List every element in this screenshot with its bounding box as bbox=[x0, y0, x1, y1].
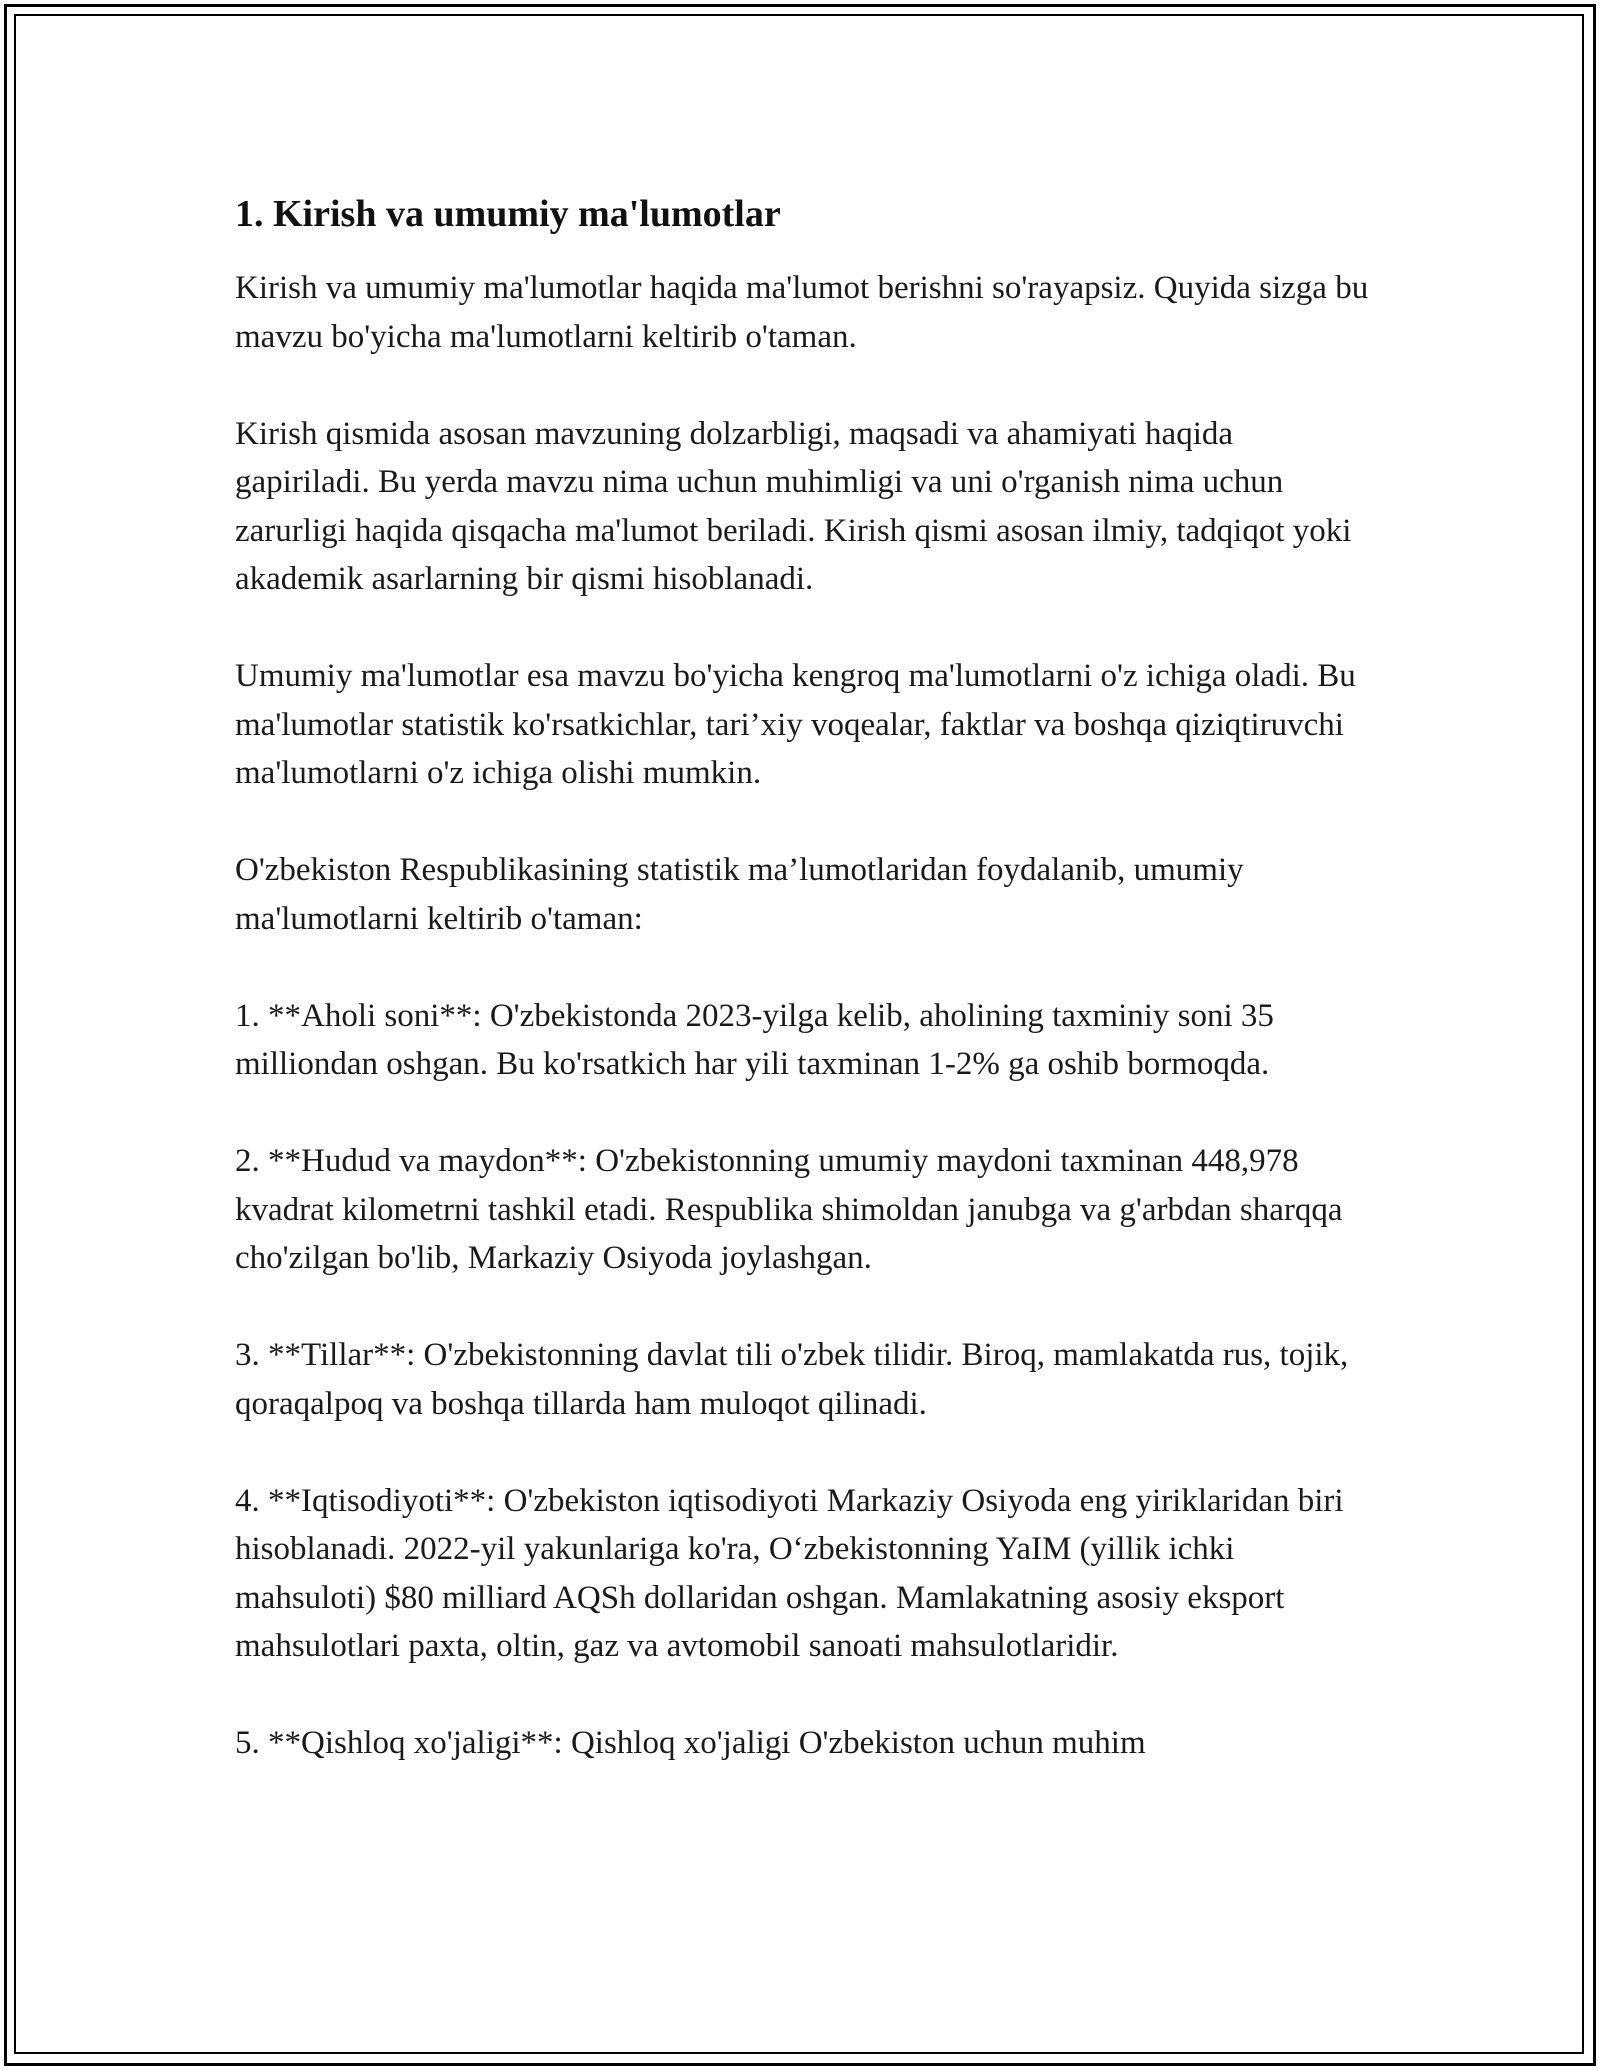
section-heading: 1. Kirish va umumiy ma'lumotlar bbox=[235, 193, 781, 235]
document-body bbox=[235, 186, 1375, 1768]
list-item-languages: 3. **Tillar**: O'zbekistonning davlat tili o'zbek tilidir. Biroq, mamlakatda rus, tojik, qoraqalpoq va boshqa tillarda ham muloqot qilinadi. bbox=[235, 1337, 1349, 1422]
paragraph-intro-request: Kirish va umumiy ma'lumotlar haqida ma'lumot berishni so'rayapsiz. Quyida sizga bu mavzu bo'yicha ma'lumotlarni keltirib o'taman. bbox=[235, 270, 1369, 355]
paragraph-general-info: Umumiy ma'lumotlar esa mavzu bo'yicha kengroq ma'lumotlarni o'z ichiga oladi. Bu ma'lumotlar statistik ko'rsatkichlar, tari’xiy voqealar, faktlar va boshqa qiziqtiruvchi ma'lumotlarni o'z ichiga olishi mumkin. bbox=[235, 658, 1356, 791]
paragraph-intro-purpose: Kirish qismida asosan mavzuning dolzarbligi, maqsadi va ahamiyati haqida gapiriladi. Bu yerda mavzu nima uchun muhimligi va uni o'rganish nima uchun zarurligi haqida qisqacha ma'lumot beriladi. Kirish qismi asosan ilmiy, tadqiqot yoki akademik asarlarning bir qismi hisoblanadi. bbox=[235, 415, 1352, 597]
list-item-territory: 2. **Hudud va maydon**: O'zbekistonning umumiy maydoni taxminan 448,978 kvadrat kilometrni tashkil etadi. Respublika shimoldan janubga va g'arbdan sharqqa cho'zilgan bo'lib, Markaziy Osiyoda joylashgan. bbox=[235, 1143, 1343, 1276]
paragraph-statistics-lead: O'zbekiston Respublikasining statistik ma’lumotlaridan foydalanib, umumiy ma'lumotlarni keltirib o'taman: bbox=[235, 852, 1244, 937]
list-item-economy: 4. **Iqtisodiyoti**: O'zbekiston iqtisodiyoti Markaziy Osiyoda eng yiriklaridan biri hisoblanadi. 2022-yil yakunlariga ko'ra, O‘zbekistonning YaIM (yillik ichki mahsuloti) $80 milliard AQSh dollaridan oshgan. Mamlakatning asosiy eksport mahsulotlari paxta, oltin, gaz va avtomobil sanoati mahsulotlaridir. bbox=[235, 1482, 1344, 1664]
list-item-agriculture: 5. **Qishloq xo'jaligi**: Qishloq xo'jaligi O'zbekiston uchun muhim bbox=[235, 1725, 1146, 1761]
list-item-population: 1. **Aholi soni**: O'zbekistonda 2023-yilga kelib, aholining taxminiy soni 35 milliondan oshgan. Bu ko'rsatkich har yili taxminan 1-2% ga oshib bormoqda. bbox=[235, 997, 1274, 1082]
